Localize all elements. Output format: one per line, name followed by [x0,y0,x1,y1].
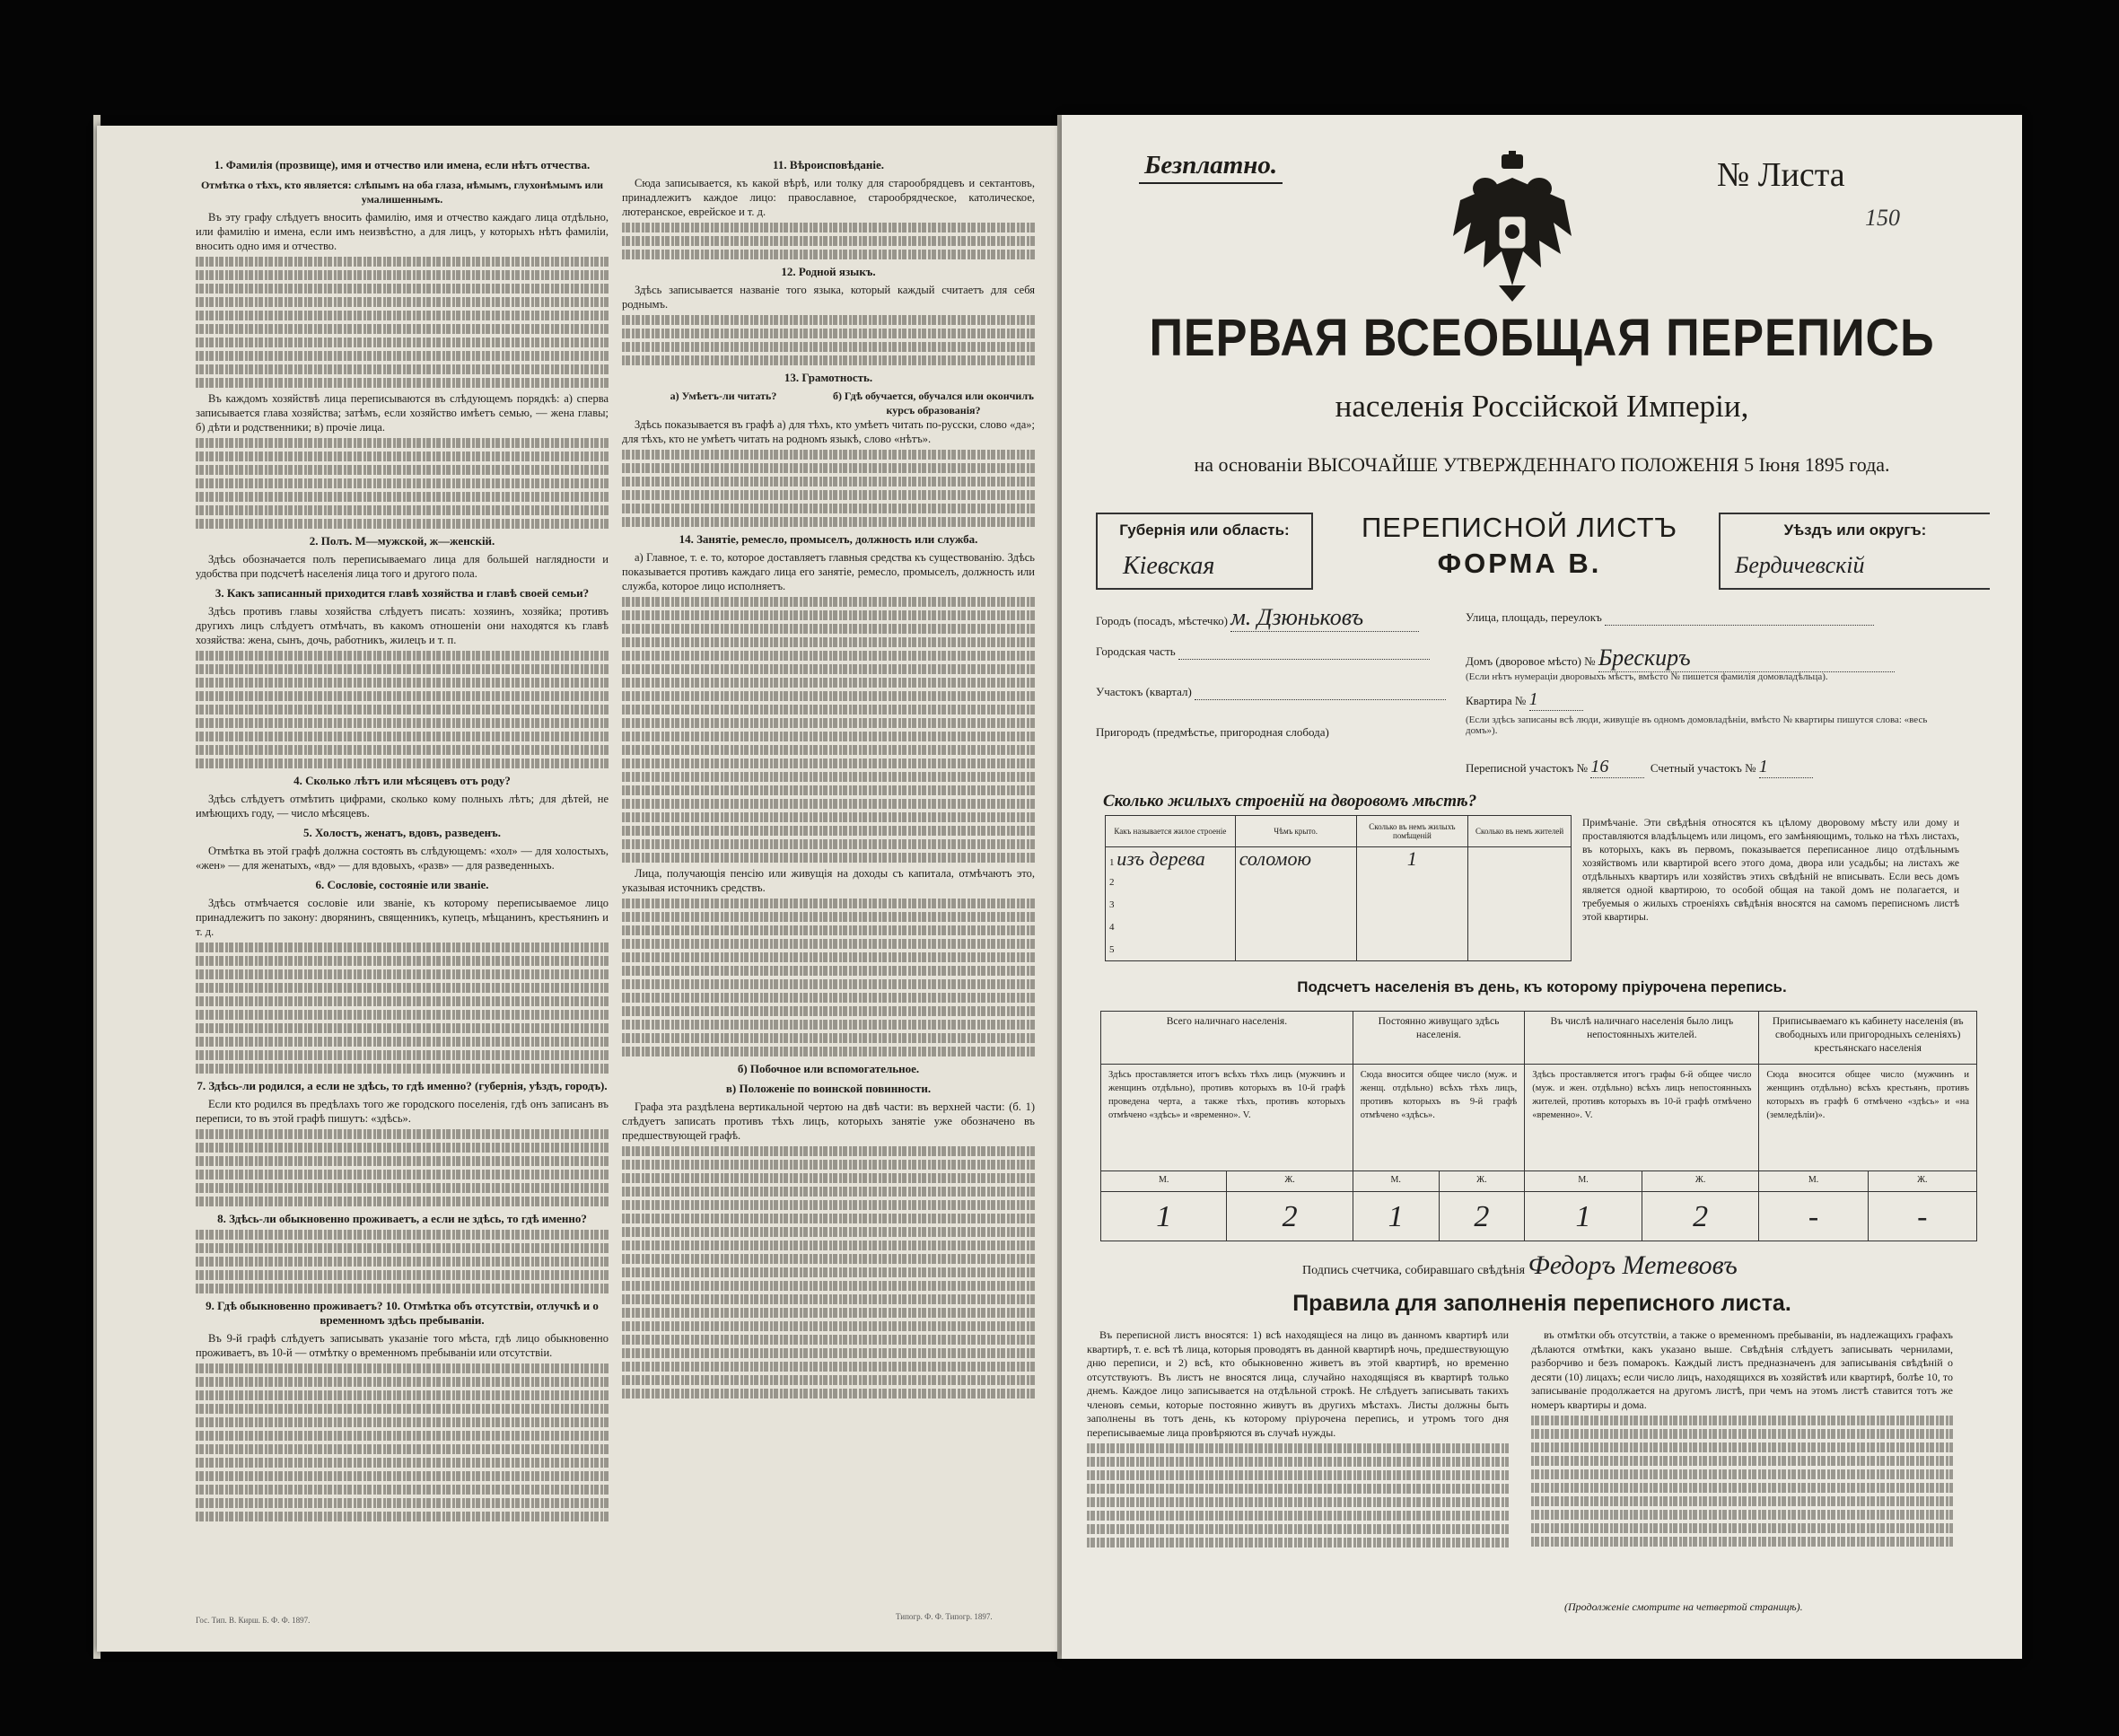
street-label: Улица, площадь, переулокъ [1466,610,1602,624]
count-group-desc: Здѣсь проставляется итогъ графы 6-й общее число (муж. и жен. отдѣльно) всѣхъ лицъ непостоянныхъ жителей, противъ которыхъ въ 10-й графѣ отмѣчено «временно». V. [1525,1065,1759,1171]
district-handwritten: Бердичевскій [1735,552,1865,578]
city-part-label: Городская часть [1096,644,1176,658]
text-block [196,257,609,388]
section-heading: 3. Какъ записанный приходится главѣ хозяйства и главѣ своей семьи? [215,586,590,600]
text-block [196,943,609,1074]
section-heading: 4. Сколько лѣтъ или мѣсяцевъ отъ роду? [293,774,511,787]
text-block [196,651,609,768]
census-title: ПЕРВАЯ ВСЕОБЩАЯ ПЕРЕПИСЬ [1149,309,1935,367]
text-block [622,597,1035,863]
table-row: 5 [1106,938,1572,961]
town-field [1096,604,1419,632]
male-label: М. [1759,1171,1868,1192]
section-heading: б) Побочное или вспомогательное. [737,1062,920,1075]
structures-question: Сколько жилыхъ строеній на дворовомъ мѣстѣ? [1103,792,1477,811]
census-form-page [1062,115,2022,1659]
paragraph: Если кто родился въ предѣлахъ того же городского поселенія, гдѣ онъ записанъ въ переписи, то въ этой графѣ пишутъ: «здѣсь». [196,1098,609,1125]
signature-handwritten: Федоръ Метевовъ [1528,1250,1738,1280]
section-heading: в) Положеніе по воинской повинности. [725,1082,932,1095]
population-count-table [1100,1011,1977,1241]
street-field [1466,610,1874,626]
count-group-head: Въ числѣ наличнаго населенія было лицъ непостоянныхъ жителей. [1525,1012,1759,1065]
text-block [622,223,1035,259]
paragraph: въ отмѣтки объ отсутствіи, а также о временномъ пребываніи, въ надлежащихъ графахъ дѣлаются отмѣтки, какъ указано выше. Свѣдѣнія слѣдуетъ записывать чернилами, разборчиво и безъ помарокъ. Каждый листъ предназначенъ для записыванія свѣдѣній о десяти (10) лицахъ; если число лицъ, находящихся въ хозяйствѣ или квартирѣ, болѣе 10, то записываніе продолжается на другомъ листѣ, при чемъ на этомъ листѣ ставится тотъ же номеръ квартиры и дома. [1531,1328,1953,1411]
paragraph: Здѣсь противъ главы хозяйства слѣдуетъ писать: хозяинъ, хозяйка; противъ другихъ лицъ слѣдуетъ отмѣчать, въ какомъ отношеніи они находятся къ главѣ хозяйства: жена, сынъ, дочь, работникъ, жилецъ и т. п. [196,605,609,646]
rules-column-2 [1531,1328,1953,1550]
text-block [622,315,1035,365]
province-label: Губернія или область: [1119,522,1290,539]
text-block [622,450,1035,527]
house-field [1466,644,1895,672]
flat-note: (Если здѣсь записаны всѣ люди, живущіе въ одномъ домовладѣніи, вмѣсто № квартиры пишутся слова: «весь домъ»). [1466,715,1928,736]
female-count: - [1868,1192,1976,1241]
female-label: Ж. [1642,1171,1759,1192]
paragraph: Въ эту графу слѣдуетъ вносить фамилію, имя и отчество каждаго лица отдѣльно, или фамилію и имена, если имъ неизвѣстно, а для лицъ, у которыхъ нѣтъ фамиліи, вносить одно имя и отчество. [196,211,609,252]
paragraph: Въ переписной листъ вносятся: 1) всѣ находящіеся на лицо въ данномъ квартирѣ или квартирѣ, т. е. всѣ тѣ лица, которыя проводятъ въ данной квартирѣ ночь, предшествующую дню переписи, и 2) всѣ, кто обыкновенно живетъ въ этой квартирѣ, но временно отсутствуютъ. Въ листъ не вносятся лица, случайно находящіяся въ квартирѣ только днемъ. Каждое лицо записывается на отдѣльной строкѣ. Не слѣдуетъ записывать такихъ членовъ семьи, которые постоянно живутъ въ другихъ мѣстахъ. Листы должны быть заполнены въ тотъ день, къ которому пріурочена перепись, и утромъ того дня переписываемые лица провѣряются въ случаѣ нужды. [1087,1328,1509,1439]
instructions-column-1 [196,153,609,1525]
paragraph: Здѣсь слѣдуетъ отмѣтить цифрами, сколько кому полныхъ лѣтъ; для дѣтей, не имѣющихъ году, — число мѣсяцевъ. [196,793,609,820]
paragraph: Здѣсь отмѣчается сословіе или званіе, къ которому переписываемое лицо принадлежитъ по закону: дворянинъ, священникъ, купецъ, мѣщанинъ, крестьянинъ и т. д. [196,897,609,938]
section-heading: 13. Грамотность. [784,371,873,384]
structures-header: Сколько въ немъ жителей [1468,816,1572,847]
instructions-column-2 [622,153,1035,1402]
female-label: Ж. [1227,1171,1353,1192]
section-subheading: Отмѣтка о тѣхъ, кто является: слѣпымъ на оба глаза, нѣмымъ, глухонѣмымъ или умалишеннымъ. [200,179,604,206]
female-label: Ж. [1439,1171,1525,1192]
count-area-label: Счетный участокъ № [1650,761,1756,775]
male-count: - [1759,1192,1868,1241]
male-label: М. [1101,1171,1227,1192]
structures-note: Примѣчаніе. Эти свѣдѣнія относятся къ цѣлому дворовому мѣсту или дому и проставляются владѣльцемъ или лицомъ, его замѣняющимъ, только на тѣхъ листахъ, въ которыхъ, какъ въ первомъ, показывается переписанное лицо отдѣльнымъ хозяйствомъ или квартирой всего этого дома, двора или усадьбы; на листахъ же отдѣльныхъ квартиръ или хозяйствъ этихъ свѣдѣній не вписывать. Если весь домъ является одной квартирою, то особой общая на такой домъ не полагается, и требуемыя о жилыхъ строеніяхъ свѣдѣнія вносятся на самомъ переписномъ листѣ этой квартиры. [1582,818,1959,923]
house-handwritten: Брескиръ [1598,644,1691,671]
section-heading: 14. Занятіе, ремесло, промыселъ, должность или служба. [679,532,978,546]
paragraph: Графа эта раздѣлена вертикальной чертою на двѣ части: въ верхней части: (б. 1) слѣдуетъ записать противъ тѣхъ лицъ, которыхъ занятіе уже обозначено въ предшествующей графѣ. [622,1100,1035,1142]
structures-header: Какъ называется жилое строеніе [1106,816,1236,847]
structures-header: Чѣмъ крыто. [1235,816,1356,847]
paragraph: Отмѣтка въ этой графѣ должна состоять въ слѣдующемъ: «хол» — для холостыхъ, «жен» — для женатыхъ, «вд» — для вдовыхъ, «разв» — для разведенныхъ. [196,845,609,872]
house-note: (Если нѣтъ нумераціи дворовыхъ мѣстъ, вмѣсто № пишется фамилія домовладѣльца). [1466,671,1828,682]
paragraph: Здѣсь обозначается полъ переписываемаго лица для большей наглядности и удобства при подсчетѣ населенія лица того и другого пола. [196,553,609,580]
section-heading: 2. Полъ. М—мужской, ж—женскій. [309,534,495,548]
continued-note: (Продолженіе смотрите на четвертой страницѣ). [1564,1600,1803,1613]
female-count: 2 [1642,1192,1759,1241]
count-group-head: Постоянно живущаго здѣсь населенія. [1353,1012,1524,1065]
paragraph: Сюда записывается, къ какой вѣрѣ, или толку для старообрядцевъ и сектантовъ, принадлежитъ каждое лицо: православное, старообрядческое, католическое, лютеранское, еврейское и т. д. [622,177,1035,218]
male-label: М. [1353,1171,1439,1192]
male-count: 1 [1101,1192,1227,1241]
section-heading: 7. Здѣсь-ли родился, а если не здѣсь, то гдѣ именно? (губернія, уѣздъ, городъ). [197,1079,608,1092]
flat-label: Квартира № [1466,694,1527,707]
female-count: 2 [1227,1192,1353,1241]
text-block [196,1129,609,1206]
text-block [196,1230,609,1293]
precinct-field [1096,685,1446,700]
sheet-form-heading [1331,512,1708,580]
paragraph: а) Главное, т. е. то, которое доставляетъ главныя средства къ существованію. Здѣсь показывается противъ каждаго лица его занятіе, ремесло, промыселъ, должность или служба, которое лицо исполняетъ. [622,551,1035,592]
paragraph: Здѣсь показывается въ графѣ а) для тѣхъ, кто умѣетъ читать по-русски, слово «да»; для тѣхъ, кто не умѣетъ читать на родномъ языкѣ, слово «нѣтъ». [622,418,1035,445]
count-area-handwritten: 1 [1758,757,1768,776]
structure-rooms: 1 [1356,847,1468,872]
text-block [196,438,609,529]
structure-roof: соломою [1235,847,1356,872]
precinct-label: Участокъ (квартал) [1096,685,1192,698]
flat-field [1466,689,1583,711]
paragraph: Въ каждомъ хозяйствѣ лица переписываются въ слѣдующемъ порядкѣ: а) сперва записывается глава хозяйства; затѣмъ, если хозяйство имѣетъ семью, — жена главы; б) дѣти и родственники; в) прочіе лица. [196,392,609,434]
structure-people [1468,847,1572,872]
subheading-b: б) Гдѣ обучается, обучался или окончилъ курсъ образованія? [832,390,1035,416]
count-group-head: Приписываемаго къ кабинету населенія (въ свободныхъ или пригородныхъ селеніяхъ) крестьянскаго населенія [1759,1012,1977,1065]
suburb-label: Пригородъ (предмѣстье, пригородная слобода) [1096,725,1329,739]
rules-title: Правила для заполненія переписного листа. [1292,1291,1791,1316]
house-label: Домъ (дворовое мѣсто) № [1466,654,1596,668]
rules-column-1 [1087,1328,1509,1551]
sheet-number-handwritten: 150 [1865,205,1900,231]
suburb-field [1096,725,1329,740]
census-area-handwritten: 16 [1590,757,1609,776]
structure-name: изъ дерева [1116,847,1205,870]
literacy-subheadings [622,389,1035,417]
form-letter: ФОРМА В. [1437,548,1602,579]
sheet-type: ПЕРЕПИСНОЙ ЛИСТЪ [1361,512,1678,543]
count-group-head: Всего наличнаго населенія. [1101,1012,1353,1065]
paragraph: Здѣсь записывается названіе того языка, который каждый считаетъ для себя роднымъ. [622,284,1035,311]
sheet-number-label: № Листа [1717,156,1845,194]
text-block [1531,1416,1953,1547]
town-handwritten: м. Дзюньковъ [1230,604,1364,630]
left-page [97,126,1062,1652]
count-group-desc: Сюда вносится общее число (муж. и женщ. отдѣльно) всѣхъ тѣхъ лицъ, противъ которыхъ въ 9-й графѣ отмѣчено «здѣсь». [1353,1065,1524,1171]
section-heading: 6. Сословіе, состояніе или званіе. [315,878,489,891]
signature-label: Подпись счетчика, собиравшаго свѣдѣнія [1302,1264,1526,1277]
female-count: 2 [1439,1192,1525,1241]
census-area-field [1466,757,1813,778]
male-count: 1 [1525,1192,1642,1241]
text-block [1087,1443,1509,1547]
paragraph: Въ 9-й графѣ слѣдуетъ записывать указаніе того мѣста, гдѣ лицо обыкновенно проживаетъ, въ 10-й — отмѣтку о временномъ пребываніи или отсутствіи. [196,1332,609,1359]
district-label: Уѣздъ или округъ: [1783,522,1927,539]
section-heading: 11. Вѣроисповѣданіе. [773,158,884,171]
section-heading: 1. Фамилія (прозвище), имя и отчество или имена, если нѣтъ отчества. [214,158,591,171]
text-block [622,899,1035,1057]
census-area-label: Переписной участокъ № [1466,761,1589,775]
text-block [196,1363,609,1521]
table-row: 2 [1106,871,1572,893]
structures-table [1105,815,1572,961]
text-block [622,1146,1035,1398]
female-label: Ж. [1868,1171,1976,1192]
legal-basis-line: на основаніи ВЫСОЧАЙШЕ УТВЕРЖДЕННАГО ПОЛОЖЕНІЯ 5 Іюня 1895 года. [1194,453,1890,476]
printer-footnote-right: Типогр. Ф. Ф. Типогр. 1897. [896,1612,993,1621]
subheading-a: а) Умѣетъ-ли читать? [670,390,777,402]
census-subtitle: населенія Россійской Имперіи, [1335,389,1749,424]
paragraph: Лица, получающія пенсію или живущія на доходы съ капитала, отмѣчаютъ это, указывая источникъ средствъ. [622,867,1035,894]
flat-handwritten: 1 [1528,689,1538,709]
male-label: М. [1525,1171,1642,1192]
population-count-title: Подсчетъ населенія въ день, къ которому пріурочена перепись. [1297,978,1787,995]
table-row: 3 [1106,893,1572,916]
province-box [1096,513,1313,590]
count-group-desc: Здѣсь проставляется итогъ всѣхъ тѣхъ лицъ (мужчинъ и женщинъ отдѣльно), противъ которыхъ въ 10-й графѣ проведена черта, а также тѣхъ, противъ которыхъ отмѣчено «здѣсь» и «временно». V. [1101,1065,1353,1171]
double-headed-eagle-icon [1449,151,1575,303]
printer-footnote-left: Гос. Тип. В. Кирш. Б. Ф. Ф. 1897. [196,1616,311,1625]
male-count: 1 [1353,1192,1439,1241]
province-handwritten: Кіевская [1123,552,1215,580]
free-of-charge-label: Безплатно. [1139,151,1283,184]
section-heading: 12. Родной языкъ. [781,265,876,278]
enumerator-signature-line [1302,1250,1738,1281]
district-box [1719,513,1990,590]
city-part-field [1096,644,1430,660]
table-row: 4 [1106,916,1572,938]
section-heading: 8. Здѣсь-ли обыкновенно проживаетъ, а если не здѣсь, то гдѣ именно? [217,1212,587,1225]
structures-header: Сколько въ немъ жилыхъ помѣщеній [1356,816,1468,847]
section-heading: 5. Холостъ, женатъ, вдовъ, разведенъ. [303,826,501,839]
town-label: Городъ (посадъ, мѣстечко) [1096,614,1228,627]
table-row: 1 изъ дерева соломою 1 [1106,847,1572,872]
count-group-desc: Сюда вносится общее число (мужчинъ и женщинъ отдѣльно) всѣхъ крестьянъ, противъ которыхъ въ графѣ 6 отмѣчено «здѣсь» и «на (земледѣліи)». [1759,1065,1977,1171]
section-heading: 9. Гдѣ обыкновенно проживаетъ? 10. Отмѣтка объ отсутствіи, отлучкѣ и о временномъ здѣсь пребываніи. [206,1299,599,1327]
